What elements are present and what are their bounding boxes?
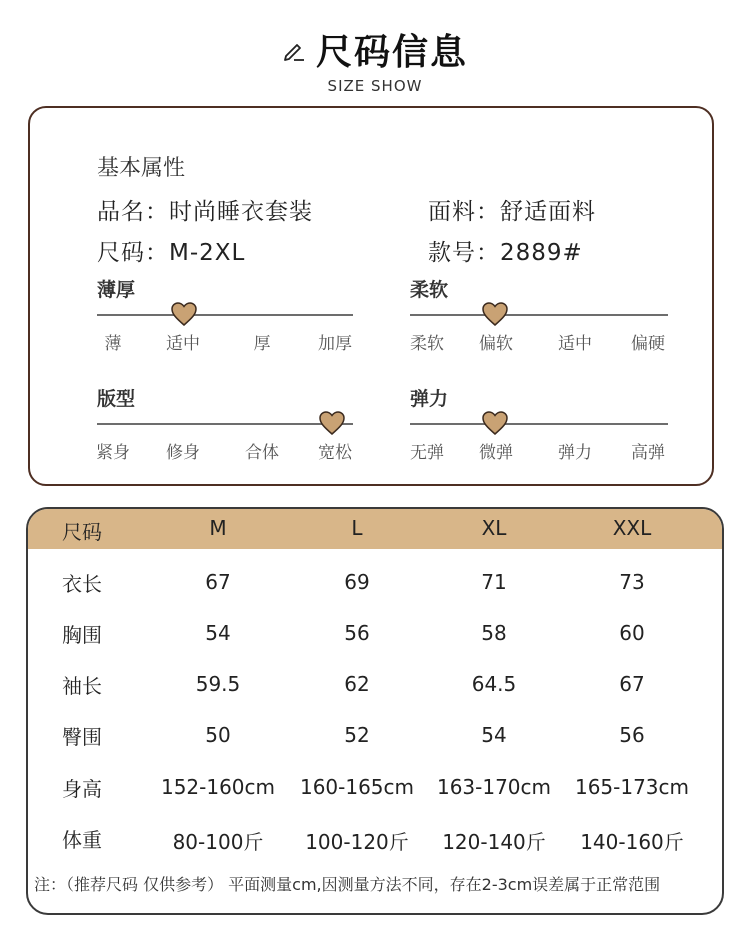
table-cell: 67 [619,672,645,696]
scale-label: 适中 [558,334,592,354]
scale-label: 柔软 [410,334,444,354]
heart-marker-icon [481,410,509,436]
scale-label: 厚 [253,334,271,354]
table-cell: 160-165cm [299,775,415,799]
scale-line-fit [97,423,353,425]
table-header-cell: L [351,516,363,540]
scale-label: 无弹 [410,443,444,463]
table-cell: 54 [481,723,507,747]
table-cell: 163-170cm [436,775,552,799]
table-cell: 120-140斤 [442,830,546,854]
scale-line-elasticity [410,423,668,425]
table-cell: 54 [205,621,231,645]
scale-label: 微弹 [479,443,513,463]
scale-label: 高弹 [631,443,665,463]
scale-label: 弹力 [558,443,592,463]
table-cell: 56 [619,723,645,747]
table-row-label: 臀围 [62,725,102,749]
table-cell: 152-160cm [160,775,276,799]
scale-title-softness: 柔软 [410,279,449,301]
measurement-note: 注：（推荐尺码 仅供参考） 平面测量cm,因测量方法不同，存在2-3cm误差属于正常范围 [34,875,661,894]
table-header-cell: 尺码 [62,520,102,544]
table-header-cell: XL [481,516,507,540]
table-cell: 69 [344,570,370,594]
table-cell: 58 [481,621,507,645]
table-cell: 50 [205,723,231,747]
scale-label: 适中 [166,334,200,354]
pencil-icon [282,38,306,62]
table-cell: 80-100斤 [172,830,264,854]
table-cell: 60 [619,621,645,645]
table-row-label: 袖长 [62,674,102,698]
scale-title-thickness: 薄厚 [97,279,136,301]
table-cell: 64.5 [471,672,517,696]
scale-label: 偏软 [479,334,513,354]
page-header [0,24,750,95]
product-fabric: 面料：舒适面料 [428,199,596,225]
table-cell: 56 [344,621,370,645]
page-subtitle: SIZE SHOW [327,77,423,95]
table-cell: 140-160斤 [580,830,684,854]
section-title: 基本属性 [97,156,186,181]
table-row-label: 身高 [62,777,102,801]
heart-marker-icon [318,410,346,436]
product-name: 品名：时尚睡衣套装 [97,199,313,225]
table-header-cell: M [209,516,227,540]
scale-label: 偏硬 [631,334,665,354]
table-cell: 59.5 [195,672,241,696]
table-header-cell: XXL [612,516,652,540]
scale-line-softness [410,314,668,316]
table-cell: 52 [344,723,370,747]
table-row-label: 胸围 [62,623,102,647]
scale-label: 宽松 [318,443,352,463]
table-cell: 71 [481,570,507,594]
page-title: 尺码信息 [315,32,468,73]
table-row-label: 衣长 [62,572,102,596]
table-cell: 73 [619,570,645,594]
table-cell: 165-173cm [574,775,690,799]
product-model-number: 款号：2889# [428,240,583,266]
scale-label: 加厚 [318,334,352,354]
table-row-label: 体重 [62,828,102,852]
heart-marker-icon [481,301,509,327]
scale-label: 紧身 [96,443,130,463]
scale-label: 薄 [104,334,122,354]
heart-marker-icon [170,301,198,327]
table-cell: 100-120斤 [305,830,409,854]
table-cell: 62 [344,672,370,696]
scale-line-thickness [97,314,353,316]
scale-title-elasticity: 弹力 [410,388,449,410]
scale-label: 修身 [166,443,200,463]
scale-label: 合体 [245,443,279,463]
table-cell: 67 [205,570,231,594]
product-size-range: 尺码：M-2XL [97,240,246,266]
scale-title-fit: 版型 [97,388,136,410]
